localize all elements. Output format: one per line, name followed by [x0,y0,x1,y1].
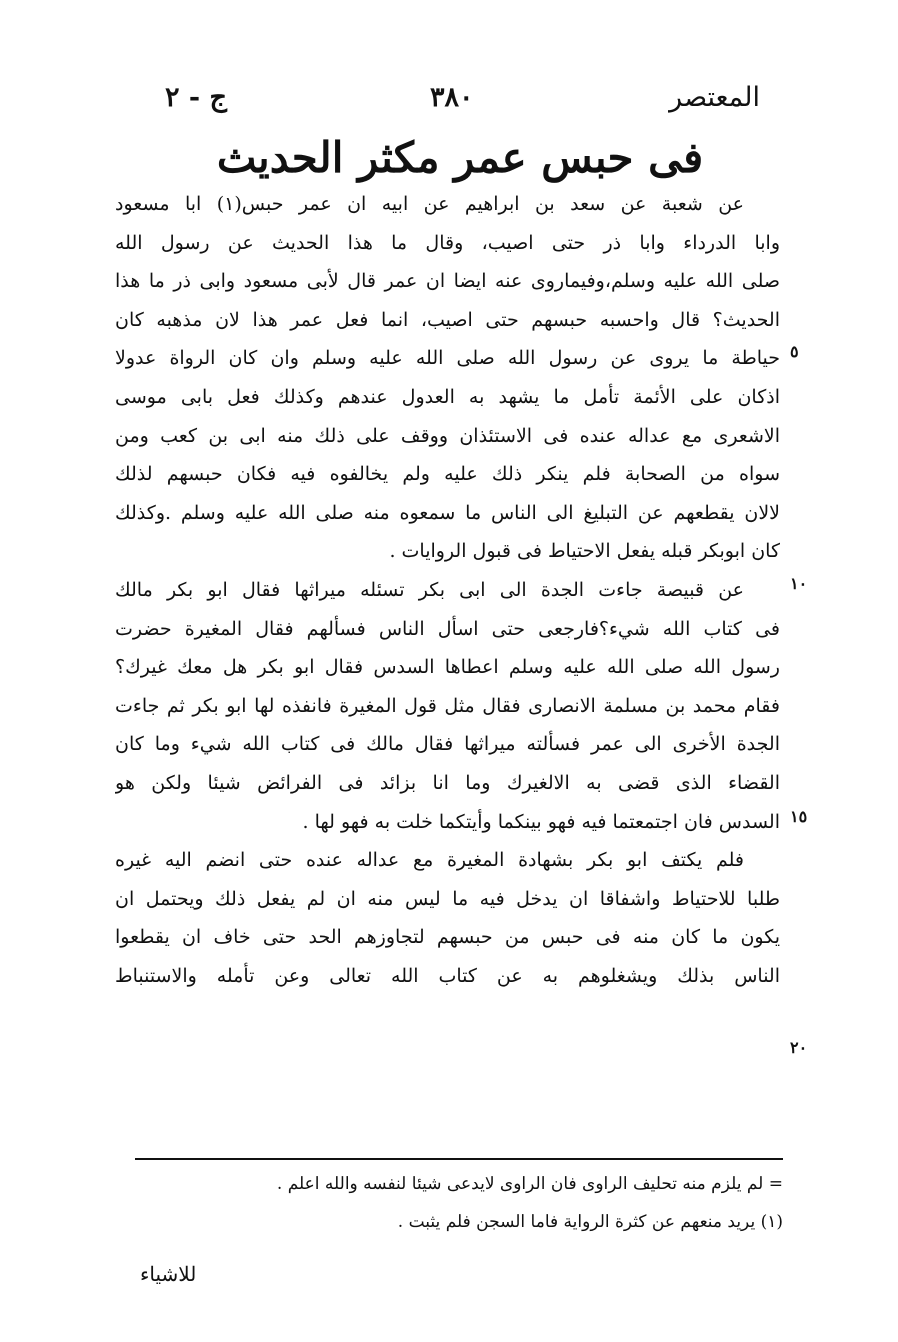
body-line: فقام محمد بن مسلمة الانصارى فقال مثل قول المغيرة فانفذه لها ابو بكر ثم جاءت [115,694,780,717]
body-line: فلم يكتف ابو بكر بشهادة المغيرة مع عداله عنده حتى انضم اليه غيره [115,849,744,872]
body-line: رسول الله صلى الله عليه وسلم اعطاها السدس فقال ابو بكر هل معك غيرك؟ [115,656,780,679]
body-line: الجدة الأخرى الى عمر فسألته ميراثها فقال مالك فى كتاب الله شيء وما كان [115,733,780,756]
body-line: الاشعرى مع عداله عنده فى الاستئذان ووقف على ذلك منه ابى بن كعب ومن [115,424,780,447]
footnotes [135,1165,783,1241]
body-line: يكون ما كان منه فى حبس من حبسهم لتجاوزهم الحد حتى خاف ان يقطعوا [115,926,780,949]
body-line: كان ابوبكر قبله يفعل الاحتياط فى قبول الروايات . [389,540,780,563]
footnote: = لم يلزم منه تحليف الراوى فان الراوى لايدعى شيئا لنفسه والله اعلم . [276,1174,783,1194]
catchword: للاشياء [140,1262,197,1286]
volume-label: ج - ٢ [165,82,227,113]
body-line: الناس بذلك ويشغلوهم به عن كتاب الله تعالى وعن تأمله والاستنباط [115,964,780,987]
body-line: فى كتاب الله شيء؟فارجعى حتى اسأل الناس فسألهم فقال المغيرة حضرت [115,617,780,640]
body-line: اذكان على الأئمة تأمل ما يشهد به العدول عندهم وكذلك فعل بابى موسى [115,385,780,408]
body-line: السدس فان اجتمعتما فيه فهو بينكما وأيتكما خلت به فهو لها . [302,810,780,833]
page-number: ٣٨٠ [430,82,474,113]
chapter-title: فى حبس عمر مكثر الحديث [216,133,704,182]
footnote-divider [135,1158,783,1160]
body-line: حياطة ما يروى عن رسول الله صلى الله عليه وسلم وان كان الرواة عدولا [115,347,780,370]
footnote: (١) يريد منعهم عن كثرة الرواية فاما السجن فلم يثبت . [397,1212,783,1232]
body-line: لالان يقطعهم عن التبليغ الى الناس ما سمعوه منه صلى الله عليه وسلم .وكذلك [115,501,780,524]
body-line: طلبا للاحتياط واشفاقا ان يدخل فيه ما ليس منه ان لم يفعل ذلك ويحتمل ان [115,887,780,910]
margin-line-number: ٥ [790,342,799,361]
body-line: سواه من الصحابة فلم ينكر ذلك عليه ولم يخالفوه فيه فكان حبسهم لذلك [115,463,780,486]
margin-line-number: ٢٠ [790,1038,808,1057]
body-line: القضاء الذى قضى به الالغيرك وما انا بزائد فى الفرائض شيئا ولكن هو [115,771,780,794]
body-line: عن شعبة عن سعد بن ابراهيم عن ابيه ان عمر حبس(١) ابا مسعود [115,193,744,215]
body-line: وابا الدرداء وابا ذر حتى اصيب، وقال ما هذا الحديث عن رسول الله [115,231,780,254]
body-text [115,185,780,995]
body-line: عن قبيصة جاءت الجدة الى ابى بكر تسئله ميراثها فقال ابو بكر مالك [115,578,744,601]
margin-line-number: ١٥ [790,807,808,826]
book-title: المعتصر [669,82,760,113]
margin-line-number: ١٠ [790,574,808,593]
body-line: صلى الله عليه وسلم،وفيماروى عنه ايضا ان عمر قال لأبى مسعود وابى ذر ما هذا [115,270,780,293]
body-line: الحديث؟ قال واحسبه حبسهم حتى اصيب، انما فعل عمر هذا لان مذهبه كان [115,308,780,331]
running-head [140,82,760,122]
